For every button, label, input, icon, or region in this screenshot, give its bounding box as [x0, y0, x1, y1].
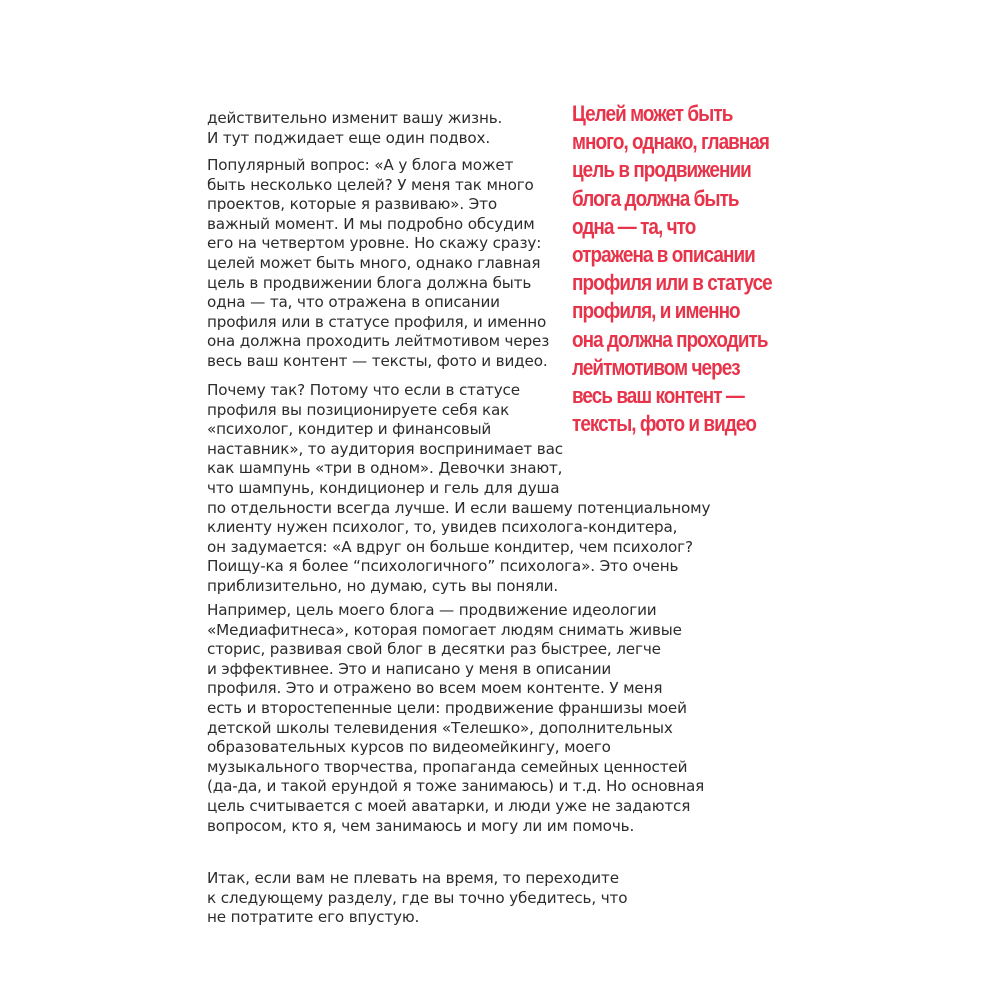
- pull-quote-line: она должна проходить: [572, 326, 768, 352]
- body-line: действительно изменит вашу жизнь.: [207, 109, 503, 127]
- body-line: цель в продвижении блога должна быть: [207, 273, 532, 292]
- body-line: детской школы телевидения «Телешко», дополнительных: [207, 718, 673, 737]
- pull-quote: [572, 100, 812, 445]
- body-line: И тут поджидает еще один подвох.: [207, 128, 491, 147]
- body-line: по отдельности всегда лучше. И если вашему потенциальному: [207, 498, 711, 517]
- pull-quote-line: весь ваш контент —: [572, 383, 744, 408]
- body-line: цель считывается с моей аватарки, и люди уже не задаются: [207, 797, 691, 815]
- body-line: проектов, которые я развиваю». Это: [207, 195, 497, 214]
- pull-quote-line: лейтмотивом через: [572, 354, 740, 380]
- pull-quote-line: блога должна быть: [572, 185, 739, 211]
- pull-quote-line: много, однако, главная: [572, 129, 770, 155]
- body-line: сторис, развивая свой блог в десятки раз быстрее, легче: [207, 640, 661, 659]
- body-line: Поищу-ка я более “психологичного” психолога». Это очень: [207, 557, 679, 576]
- body-line: Популярный вопрос: «А у блога может: [207, 156, 514, 174]
- pull-quote-line: одна — та, что: [572, 213, 696, 239]
- body-line: что шампунь, кондиционер и гель для душа: [207, 479, 560, 497]
- body-line: она должна проходить лейтмотивом через: [207, 332, 550, 351]
- body-line: весь ваш контент — тексты, фото и видео.: [207, 352, 548, 370]
- pull-quote-line: профиля, и именно: [572, 298, 740, 324]
- body-line: профиля вы позиционируете себя как: [207, 400, 510, 419]
- body-line: целей может быть много, однако главная: [207, 254, 541, 272]
- pull-quote-line: тексты, фото и видео: [572, 411, 757, 437]
- body-line: и эффективнее. Это и написано у меня в описании: [207, 659, 612, 678]
- pull-quote-line: Целей может быть: [572, 101, 733, 126]
- body-line: Итак, если вам не плевать на время, то переходите: [207, 869, 619, 887]
- body-line: он задумается: «А вдруг он больше кондитер, чем психолог?: [207, 537, 693, 556]
- body-line: есть и второстепенные цели: продвижение франшизы моей: [207, 699, 687, 717]
- body-line: образовательных курсов по видеомейкингу, моего: [207, 738, 611, 757]
- body-line: профиля. Это и отражено во всем моем контенте. У меня: [207, 679, 663, 698]
- body-line: к следующему разделу, где вы точно убедитесь, что: [207, 888, 628, 907]
- body-line: Почему так? Потому что если в статусе: [207, 381, 520, 399]
- body-line: Например, цель моего блога — продвижение идеологии: [207, 601, 657, 619]
- pull-quote-line: профиля или в статусе: [572, 270, 772, 296]
- body-line: не потратите его впустую.: [207, 908, 420, 927]
- body-line: его на четвертом уровне. Но скажу сразу:: [207, 234, 542, 253]
- body-line: наставник», то аудитория воспринимает вас: [207, 439, 563, 458]
- body-line: «психолог, кондитер и финансовый: [207, 420, 492, 439]
- body-line: важный момент. И мы подробно обсудим: [207, 214, 535, 233]
- body-line: клиенту нужен психолог, то, увидев психолога-кондитера,: [207, 518, 678, 537]
- body-line: (да-да, и такой ерундой я тоже занимаюсь) и т.д. Но основная: [207, 777, 705, 796]
- body-line: как шампунь «три в одном». Девочки знают,: [207, 459, 563, 478]
- body-line: одна — та, что отражена в описании: [207, 293, 500, 312]
- body-line: «Медиафитнеса», которая помогает людям снимать живые: [207, 620, 682, 639]
- body-line: профиля или в статусе профиля, и именно: [207, 312, 547, 331]
- body-line: приблизительно, но думаю, суть вы поняли.: [207, 577, 559, 595]
- pull-quote-line: отражена в описании: [572, 242, 755, 267]
- body-line: вопросом, кто я, чем занимаюсь и могу ли им помочь.: [207, 816, 635, 835]
- pull-quote-line: цель в продвижении: [572, 157, 751, 183]
- body-line: быть несколько целей? У меня так много: [207, 175, 534, 194]
- body-line: музыкального творчества, пропаганда семейных ценностей: [207, 757, 688, 776]
